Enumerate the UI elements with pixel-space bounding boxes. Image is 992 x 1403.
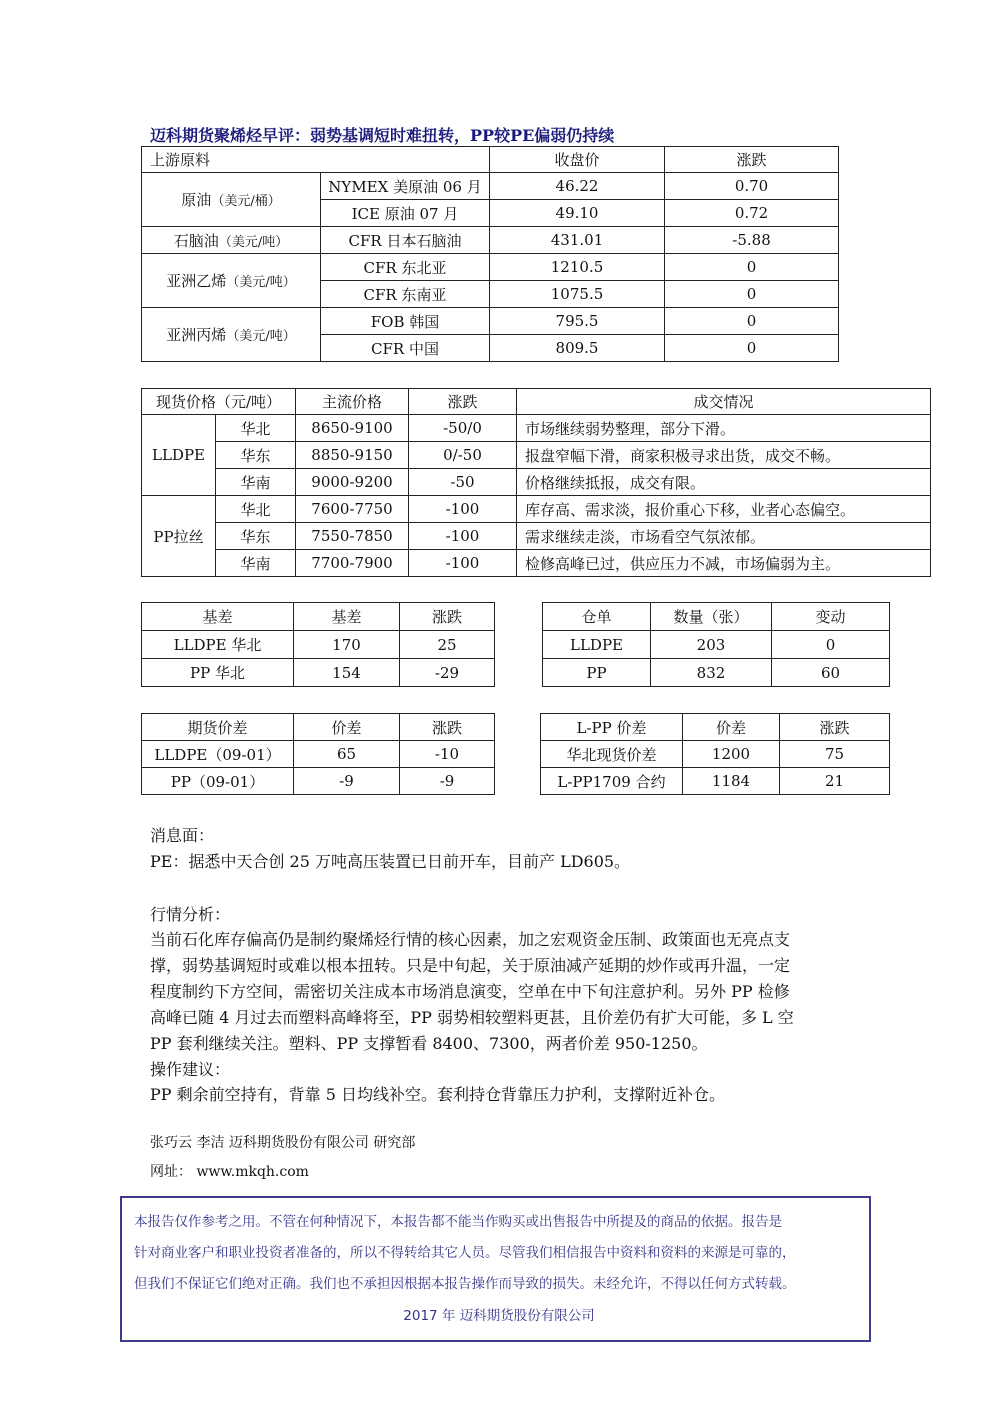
value-cell: 65: [294, 741, 400, 768]
value-cell: 832: [651, 659, 772, 687]
value-cell: 1200: [683, 741, 780, 768]
note-cell: 需求继续走淡，市场看空气氛浓郁。: [517, 523, 931, 550]
header-cell: 涨跌: [400, 714, 495, 741]
authors-line: 张巧云 李洁 迈科期货股份有限公司 研究部: [150, 1135, 416, 1151]
disclaimer-line: 针对商业客户和职业投资者准备的，所以不得转给其它人员。尽管我们相信报告中资料和资料的来源是可靠的，: [134, 1245, 796, 1261]
analysis-line: 程度制约下方空间，需密切关注成本市场消息演变，空单在中下旬注意护利。另外 PP 检修: [150, 982, 790, 1001]
change-cell: 0: [665, 254, 839, 281]
header-trading: 成交情况: [517, 389, 931, 415]
analysis-heading: 行情分析：: [150, 905, 231, 924]
note-cell: 库存高、需求淡，报价重心下移，业者心态偏空。: [517, 496, 931, 523]
item-cell: NYMEX 美原油 06 月: [321, 173, 490, 200]
analysis-line: PP 套利继续关注。塑料、PP 支撑暂看 8400、7300，两者价差 950-1250。: [150, 1034, 708, 1053]
note-cell: 市场继续弱势整理，部分下滑。: [517, 415, 931, 442]
report-title: 迈科期货聚烯烃早评：弱势基调短时难扭转，PP较PE偏弱仍持续: [150, 126, 615, 145]
product-lldpe: LLDPE: [142, 415, 216, 496]
group-unit: （美元/吨）: [226, 329, 296, 344]
note-cell: 检修高峰已过，供应压力不减，市场偏弱为主。: [517, 550, 931, 577]
change-cell: -29: [400, 659, 495, 687]
row-label: LLDPE 华北: [142, 631, 294, 659]
change-cell: 0.70: [665, 173, 839, 200]
group-unit: （美元/吨）: [226, 275, 296, 290]
row-label: L-PP1709 合约: [541, 768, 683, 795]
item-cell: CFR 日本石脑油: [321, 227, 490, 254]
item-cell: ICE 原油 07 月: [321, 200, 490, 227]
price-cell: 9000-9200: [296, 469, 409, 496]
header-cell: 变动: [772, 603, 890, 631]
disclaimer-footer: 2017 年 迈科期货股份有限公司: [403, 1308, 595, 1324]
price-cell: 431.01: [490, 227, 665, 254]
price-cell: 1210.5: [490, 254, 665, 281]
change-cell: 0: [665, 335, 839, 362]
row-label: PP（09-01）: [142, 768, 294, 795]
warehouse-table: [542, 602, 890, 687]
disclaimer-box: [120, 1196, 871, 1342]
header-upstream: 上游原料: [142, 147, 490, 173]
note-cell: 价格继续抵报，成交有限。: [517, 469, 931, 496]
value-cell: 1184: [683, 768, 780, 795]
price-cell: 7550-7850: [296, 523, 409, 550]
value-cell: -9: [294, 768, 400, 795]
header-cell: 价差: [294, 714, 400, 741]
header-spot: 现货价格（元/吨）: [142, 389, 296, 415]
group-name: 亚洲乙烯: [166, 272, 227, 290]
group-unit: （美元/桶）: [211, 194, 281, 209]
header-change: 涨跌: [409, 389, 517, 415]
group-unit: （美元/吨）: [218, 234, 289, 250]
row-label: LLDPE（09-01）: [142, 741, 294, 768]
change-cell: 0/-50: [409, 442, 517, 469]
price-cell: 8850-9150: [296, 442, 409, 469]
row-label: LLDPE: [543, 631, 651, 659]
advice-heading: 操作建议：: [150, 1060, 231, 1079]
news-text: PE：据悉中天合创 25 万吨高压装置已日前开车，目前产 LD605。: [150, 852, 631, 871]
header-cell: 期货价差: [142, 714, 294, 741]
group-name: 原油: [181, 191, 212, 209]
region-cell: 华北: [216, 415, 296, 442]
value-cell: 203: [651, 631, 772, 659]
header-cell: 仓单: [543, 603, 651, 631]
change-cell: 75: [780, 741, 890, 768]
news-heading: 消息面：: [150, 826, 215, 845]
change-cell: -100: [409, 550, 517, 577]
product-pp: PP拉丝: [142, 496, 216, 577]
change-cell: 0.72: [665, 200, 839, 227]
group-propylene: [142, 308, 321, 362]
value-cell: 154: [294, 659, 400, 687]
price-cell: 49.10: [490, 200, 665, 227]
item-cell: CFR 东北亚: [321, 254, 490, 281]
header-cell: 数量（张）: [651, 603, 772, 631]
spot-price-table: [141, 388, 931, 577]
group-ethylene: [142, 254, 321, 308]
region-cell: 华东: [216, 442, 296, 469]
header-cell: L-PP 价差: [541, 714, 683, 741]
price-cell: 46.22: [490, 173, 665, 200]
header-cell: 涨跌: [780, 714, 890, 741]
change-cell: -50: [409, 469, 517, 496]
item-cell: CFR 东南亚: [321, 281, 490, 308]
price-cell: 8650-9100: [296, 415, 409, 442]
change-cell: -100: [409, 523, 517, 550]
item-cell: FOB 韩国: [321, 308, 490, 335]
basis-table: [141, 602, 495, 687]
change-cell: 0: [665, 308, 839, 335]
region-cell: 华南: [216, 469, 296, 496]
disclaimer-line: 本报告仅作参考之用。不管在何种情况下，本报告都不能当作购买或出售报告中所提及的商品的依据。报告是: [134, 1214, 782, 1230]
change-cell: -100: [409, 496, 517, 523]
row-label: 华北现货价差: [541, 741, 683, 768]
region-cell: 华北: [216, 496, 296, 523]
analysis-line: 当前石化库存偏高仍是制约聚烯烃行情的核心因素，加之宏观资金压制、政策面也无亮点支: [150, 930, 791, 949]
header-close-price: 收盘价: [490, 147, 665, 173]
group-crude: [142, 173, 321, 227]
price-cell: 795.5: [490, 308, 665, 335]
row-label: PP 华北: [142, 659, 294, 687]
region-cell: 华东: [216, 523, 296, 550]
change-cell: 21: [780, 768, 890, 795]
group-name: 石脑油: [173, 231, 219, 250]
header-cell: 价差: [683, 714, 780, 741]
header-change: 涨跌: [665, 147, 839, 173]
disclaimer-line: 但我们不保证它们绝对正确。我们也不承担因根据本报告操作而导致的损失。未经允许，不得以任何方式转载。: [134, 1276, 796, 1292]
price-cell: 7700-7900: [296, 550, 409, 577]
header-cell: 基差: [294, 603, 400, 631]
header-main-price: 主流价格: [296, 389, 409, 415]
advice-text: PP 剩余前空持有，背靠 5 日均线补空。套利持仓背靠压力护利，支撑附近补仓。: [150, 1085, 725, 1104]
item-cell: CFR 中国: [321, 335, 490, 362]
lpp-spread-table: [540, 713, 890, 795]
change-cell: -50/0: [409, 415, 517, 442]
group-naphtha: [142, 227, 321, 254]
change-cell: -5.88: [665, 227, 839, 254]
change-cell: -10: [400, 741, 495, 768]
header-cell: 基差: [142, 603, 294, 631]
price-cell: 7600-7750: [296, 496, 409, 523]
futures-spread-table: [141, 713, 495, 795]
change-cell: -9: [400, 768, 495, 795]
note-cell: 报盘窄幅下滑，商家积极寻求出货，成交不畅。: [517, 442, 931, 469]
change-cell: 0: [772, 631, 890, 659]
analysis-line: 高峰已随 4 月过去而塑料高峰将至，PP 弱势相较塑料更甚，且价差仍有扩大可能，多 L 空: [150, 1008, 794, 1027]
row-label: PP: [543, 659, 651, 687]
change-cell: 60: [772, 659, 890, 687]
header-cell: 涨跌: [400, 603, 495, 631]
region-cell: 华南: [216, 550, 296, 577]
group-name: 亚洲丙烯: [166, 326, 227, 344]
price-cell: 809.5: [490, 335, 665, 362]
change-cell: 25: [400, 631, 495, 659]
website-line: 网址： www.mkqh.com: [150, 1164, 309, 1180]
value-cell: 170: [294, 631, 400, 659]
change-cell: 0: [665, 281, 839, 308]
analysis-line: 撑，弱势基调短时或难以根本扭转。只是中旬起，关于原油减产延期的炒作或再升温，一定: [150, 956, 791, 975]
upstream-table: [141, 146, 839, 362]
price-cell: 1075.5: [490, 281, 665, 308]
